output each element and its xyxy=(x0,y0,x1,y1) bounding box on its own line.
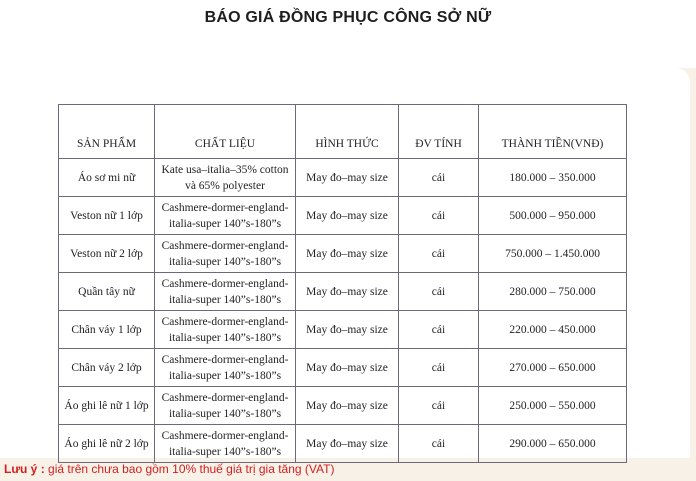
table-row xyxy=(59,235,627,273)
material-cell xyxy=(155,387,296,425)
form-cell: May đo–may size xyxy=(296,387,399,425)
header-form: HÌNH THỨC xyxy=(296,105,399,159)
material-line: italia-super 140”s-180”s xyxy=(168,217,282,230)
page-title: BÁO GIÁ ĐỒNG PHỤC CÔNG SỞ NỮ xyxy=(204,9,492,26)
price-cell: 500.000 – 950.000 xyxy=(479,197,627,235)
header-material: CHẤT LIỆU xyxy=(155,105,296,159)
form-cell: May đo–may size xyxy=(296,197,399,235)
material-line: italia-super 140”s-180”s xyxy=(168,445,282,458)
table-row xyxy=(59,311,627,349)
material-line: italia-super 140”s-180”s xyxy=(168,407,282,420)
material-cell xyxy=(155,197,296,235)
price-table xyxy=(58,104,627,463)
unit-cell: cái xyxy=(399,159,479,197)
note-label: Lưu ý : xyxy=(4,462,45,476)
form-cell: May đo–may size xyxy=(296,235,399,273)
material-cell xyxy=(155,273,296,311)
material-line: italia-super 140”s-180”s xyxy=(168,331,282,344)
material-line: Cashmere-dormer-england- xyxy=(161,429,289,442)
material-line: italia-super 140”s-180”s xyxy=(168,293,282,306)
material-cell xyxy=(155,235,296,273)
material-line: italia-super 140”s-180”s xyxy=(168,369,282,382)
product-cell: Áo ghi lê nữ 1 lớp xyxy=(59,387,155,425)
product-cell: Áo sơ mi nữ xyxy=(59,159,155,197)
header-product: SẢN PHẨM xyxy=(59,105,155,159)
table-row xyxy=(59,349,627,387)
unit-cell: cái xyxy=(399,425,479,463)
table-row xyxy=(59,197,627,235)
material-line: Kate usa–italia–35% cotton xyxy=(161,163,289,176)
material-cell xyxy=(155,349,296,387)
product-cell: Veston nữ 1 lớp xyxy=(59,197,155,235)
unit-cell: cái xyxy=(399,273,479,311)
table-row xyxy=(59,273,627,311)
vat-note xyxy=(4,462,334,476)
header-price: THÀNH TIỀN(VNĐ) xyxy=(479,105,627,159)
price-cell: 280.000 – 750.000 xyxy=(479,273,627,311)
product-cell: Chân váy 2 lớp xyxy=(59,349,155,387)
table-row xyxy=(59,387,627,425)
form-cell: May đo–may size xyxy=(296,349,399,387)
unit-cell: cái xyxy=(399,311,479,349)
price-cell: 180.000 – 350.000 xyxy=(479,159,627,197)
note-text: giá trên chưa bao gồm 10% thuế giá trị gia tăng (VAT) xyxy=(48,462,335,476)
product-cell: Áo ghi lê nữ 2 lớp xyxy=(59,425,155,463)
table-row xyxy=(59,159,627,197)
material-cell xyxy=(155,425,296,463)
unit-cell: cái xyxy=(399,235,479,273)
product-cell: Veston nữ 2 lớp xyxy=(59,235,155,273)
material-line: Cashmere-dormer-england- xyxy=(161,353,289,366)
form-cell: May đo–may size xyxy=(296,273,399,311)
unit-cell: cái xyxy=(399,349,479,387)
table-header-row xyxy=(59,105,627,159)
product-cell: Quần tây nữ xyxy=(59,273,155,311)
header-unit: ĐV TÍNH xyxy=(399,105,479,159)
price-cell: 290.000 – 650.000 xyxy=(479,425,627,463)
table-row xyxy=(59,425,627,463)
form-cell: May đo–may size xyxy=(296,159,399,197)
price-cell: 750.000 – 1.450.000 xyxy=(479,235,627,273)
material-cell xyxy=(155,311,296,349)
unit-cell: cái xyxy=(399,387,479,425)
material-line: Cashmere-dormer-england- xyxy=(161,277,289,290)
material-line: Cashmere-dormer-england- xyxy=(161,239,289,252)
price-cell: 250.000 – 550.000 xyxy=(479,387,627,425)
unit-cell: cái xyxy=(399,197,479,235)
product-cell: Chân váy 1 lớp xyxy=(59,311,155,349)
form-cell: May đo–may size xyxy=(296,311,399,349)
material-line: Cashmere-dormer-england- xyxy=(161,315,289,328)
material-line: Cashmere-dormer-england- xyxy=(161,201,289,214)
form-cell: May đo–may size xyxy=(296,425,399,463)
material-line: Cashmere-dormer-england- xyxy=(161,391,289,404)
material-cell xyxy=(155,159,296,197)
price-cell: 270.000 – 650.000 xyxy=(479,349,627,387)
material-line: italia-super 140”s-180”s xyxy=(168,255,282,268)
material-line: và 65% polyester xyxy=(185,179,265,192)
price-cell: 220.000 – 450.000 xyxy=(479,311,627,349)
